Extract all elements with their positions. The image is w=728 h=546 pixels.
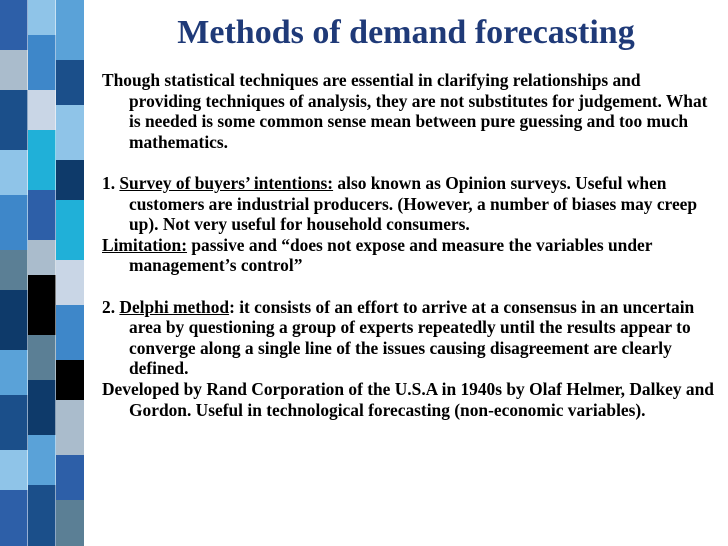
survey-paragraph	[102, 173, 714, 235]
slide-body	[102, 70, 714, 420]
limitation-heading: Limitation:	[102, 234, 188, 255]
developed-paragraph: Developed by Rand Corporation of the U.S.A in 1940s by Olaf Helmer, Dalkey and Gordon. Useful in technological forecasting (non-economic variables).	[102, 378, 714, 420]
stripe-pattern	[0, 0, 84, 546]
limitation-paragraph	[102, 235, 714, 276]
survey-number: 1.	[102, 172, 120, 193]
delphi-paragraph	[102, 297, 714, 379]
decorative-sidebar	[0, 0, 84, 546]
delphi-heading: Delphi method	[119, 296, 230, 317]
slide-title: Methods of demand forecasting	[177, 14, 635, 51]
spacer	[102, 152, 714, 173]
limitation-text: passive and “does not expose and measure the variables under management’s control”	[129, 234, 653, 276]
intro-paragraph: Though statistical techniques are essential in clarifying relationships and providing techniques of analysis, they are not substitutes for judgement. What is needed is some common sense mean between pure guessing and too much mathematics.	[102, 70, 708, 152]
spacer	[102, 276, 714, 297]
survey-text: also known as Opinion surveys. Useful when customers are industrial producers. (However, a number of biases may creep up). Not very useful for household consumers.	[129, 172, 698, 235]
delphi-number: 2.	[102, 296, 120, 317]
delphi-text: : it consists of an effort to arrive at a consensus in an uncertain area by questioning a group of experts repeatedly until the results appear to converge along a single line of the issues causing disagreement are clearly defined.	[129, 296, 695, 379]
survey-heading: Survey of buyers’ intentions:	[119, 172, 334, 193]
